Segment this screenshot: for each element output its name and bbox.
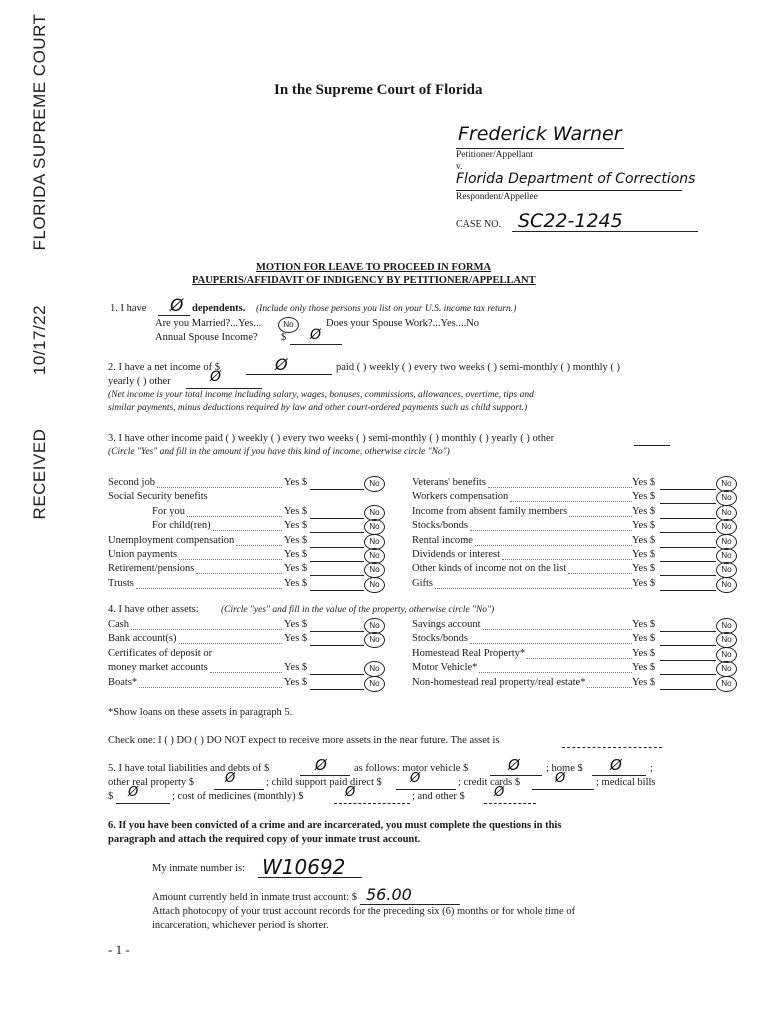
s4-right-row-2-leader	[527, 658, 632, 659]
inmate-number-line	[258, 877, 362, 878]
s3-right-row-3-leader	[470, 530, 632, 531]
s4-right-row-2-amount-line	[660, 660, 716, 661]
s5-motor: Ø	[508, 756, 520, 774]
s4-left-row-3-leader	[210, 672, 282, 673]
s3-right-row-6-amount-line	[660, 575, 716, 576]
s4-left-row-4-label: Boats*	[108, 676, 138, 688]
s3-left-row-3-no-circle: No	[364, 519, 385, 535]
stamp-received: RECEIVED	[30, 428, 49, 520]
s4-left-row-1-leader	[179, 643, 282, 644]
s3-right-row-2-leader	[569, 516, 632, 517]
s3-right-row-4-leader	[475, 545, 632, 546]
s4-asset-line	[562, 747, 662, 748]
s3-right-row-2-no-circle: No	[716, 505, 737, 521]
s4-right-row-2-label: Homestead Real Property*	[412, 647, 526, 659]
trust-amount-line	[360, 904, 460, 905]
s4-right-row-1-amount-line	[660, 645, 716, 646]
s4-left-row-3-yes: Yes $	[284, 662, 308, 674]
s3-left-row-5-leader	[179, 559, 282, 560]
s2-frequency: paid ( ) weekly ( ) every two weeks ( ) semi-monthly ( ) monthly ( )	[336, 362, 621, 373]
s3-left-row-0-no-circle: No	[364, 476, 385, 492]
s5-medical-label: ; medical bills	[596, 777, 656, 788]
s3-right-row-5-yes: Yes $	[632, 549, 656, 560]
spouse-income-value: Ø	[310, 327, 322, 343]
s4-right-row-0-amount-line	[660, 631, 716, 632]
s4-left-row-1-no-circle: No	[364, 632, 385, 648]
s3-right-row-1-no-circle: No	[716, 490, 737, 506]
s4-right-row-3-leader	[479, 672, 632, 673]
s2-note2: similar payments, minus deductions required by law and other court-ordered payments such as child support.)	[108, 403, 528, 413]
s5-credit-line	[532, 789, 594, 790]
s4-right-row-1-leader	[470, 643, 632, 644]
respondent-name: Florida Department of Corrections	[456, 171, 696, 187]
spouse-income-line	[290, 344, 342, 345]
s4-left-row-0-no-circle: No	[364, 618, 385, 634]
s5-child-label: ; child support paid direct $	[266, 777, 382, 788]
s4-right-row-0-yes: Yes $	[632, 619, 656, 630]
s4-right-row-1-yes: Yes $	[632, 633, 656, 645]
respondent-line	[456, 190, 682, 191]
s4-left-row-3-label: money market accounts	[108, 662, 208, 674]
page-number: - 1 -	[108, 942, 130, 957]
s4-left-row-3-no-circle: No	[364, 661, 385, 677]
s2-other-value: Ø	[210, 369, 222, 385]
married-no-circle: No	[278, 317, 299, 333]
s3-right-row-0-leader	[488, 487, 632, 488]
motion-title-line1: MOTION FOR LEAVE TO PROCEED IN FORMA	[256, 262, 492, 273]
s3-left-row-4-label: Unemployment compensation	[108, 534, 235, 546]
s3-left-row-7-no-circle: No	[364, 577, 385, 593]
s1-label: 1. I have	[110, 303, 147, 314]
attach-line2: incarceration, whichever period is shorter.	[152, 920, 329, 931]
s2-yearly: yearly ( ) other	[108, 376, 171, 387]
s4-right-row-0-leader	[483, 629, 632, 630]
stamp-court: FLORIDA SUPREME COURT	[30, 13, 49, 251]
trust-amount-label: Amount currently held in inmate trust account: $	[152, 892, 357, 903]
s3-left-row-6-yes: Yes $	[284, 563, 308, 575]
s4-right-row-2-yes: Yes $	[632, 647, 656, 659]
married-question: Are you Married?...Yes...	[155, 318, 262, 329]
case-number-label: CASE NO.	[456, 219, 502, 230]
s3-left-row-3-yes: Yes $	[284, 520, 308, 532]
s4-right-row-2-no-circle: No	[716, 647, 737, 663]
s2-note1: (Net income is your total income including salary, wages, bonuses, commissions, allowances, overtime, tips and	[108, 390, 534, 400]
s3-right-row-2-amount-line	[660, 518, 716, 519]
dependents-text: dependents.	[192, 303, 246, 314]
s4-label: 4. I have other assets:	[108, 604, 199, 615]
petitioner-name: Frederick Warner	[458, 123, 622, 145]
s4-footnote: *Show loans on these assets in paragraph 5.	[108, 707, 293, 718]
s4-right-row-3-label: Motor Vehicle*	[412, 662, 478, 674]
s4-right-row-4-leader	[587, 687, 632, 688]
s3-left-row-3-amount-line	[310, 532, 364, 533]
s4-right-row-4-yes: Yes $	[632, 676, 656, 688]
petitioner-label: Petitioner/Appellant	[456, 150, 534, 160]
s4-right-row-3-yes: Yes $	[632, 662, 656, 674]
s5-label: 5. I have total liabilities and debts of $	[108, 763, 270, 774]
s3-left-row-0-label: Second job	[108, 477, 155, 488]
s3-left-row-7-label: Trusts	[108, 577, 134, 589]
s3-right-row-0-amount-line	[660, 489, 716, 490]
s4-right-row-0-label: Savings account	[412, 619, 481, 630]
s5-child-line	[396, 789, 456, 790]
s3-left-row-7-yes: Yes $	[284, 577, 308, 589]
s3-right-row-7-yes: Yes $	[632, 577, 656, 589]
s3-left-row-5-label: Union payments	[108, 549, 178, 560]
s4-right-row-1-label: Stocks/bonds	[412, 633, 469, 645]
s4-left-row-0-yes: Yes $	[284, 619, 308, 630]
dependents-value: Ø	[170, 296, 184, 316]
s3-left-row-6-leader	[196, 573, 282, 574]
spouse-income-question: Annual Spouse Income?	[155, 332, 258, 343]
s3-right-row-0-no-circle: No	[716, 476, 737, 492]
spouse-work-question: Does your Spouse Work?...Yes....No	[326, 318, 480, 329]
s3-right-row-0-yes: Yes $	[632, 477, 656, 488]
spouse-income-dollar: $	[281, 332, 287, 343]
inmate-number: W10692	[262, 855, 346, 879]
s3-left-row-6-no-circle: No	[364, 562, 385, 578]
s4-left-row-2-label: Certificates of deposit or	[108, 647, 213, 659]
s3-right-row-5-label: Dividends or interest	[412, 549, 501, 560]
s4-left-row-0-label: Cash	[108, 619, 129, 630]
s4-left-row-0-leader	[131, 629, 282, 630]
s6-line2: paragraph and attach the required copy of your inmate trust account.	[108, 834, 421, 845]
s3-right-row-2-label: Income from absent family members	[412, 505, 568, 517]
s5-medicines-label: ; cost of medicines (monthly) $	[172, 791, 304, 802]
s5-medical: Ø	[128, 785, 139, 800]
s2-other-line	[186, 388, 262, 389]
versus-label: v.	[456, 162, 463, 172]
s5-credit: Ø	[555, 771, 566, 786]
s3-left-row-1-label: Social Security benefits	[108, 491, 208, 503]
s4-right-row-1-no-circle: No	[716, 632, 737, 648]
s5-other: Ø	[494, 785, 505, 800]
s3-right-row-3-no-circle: No	[716, 519, 737, 535]
s5-total-line	[300, 775, 350, 776]
s5-credit-label: ; credit cards $	[458, 777, 521, 788]
petitioner-line	[456, 148, 624, 149]
s3-right-row-6-leader	[568, 573, 632, 574]
s5-home: Ø	[610, 756, 622, 774]
net-income-value: Ø	[275, 355, 288, 374]
dependents-line	[158, 315, 190, 316]
s5-medicines: Ø	[345, 785, 356, 800]
s4-left-row-1-label: Bank account(s)	[108, 633, 177, 645]
attach-line1: Attach photocopy of your trust account records for the preceding six (6) months or for whole time of	[152, 906, 576, 917]
s5-medical-dollar: $	[108, 791, 114, 802]
s3-left-row-5-amount-line	[310, 561, 364, 562]
s5-home-label: ; home $	[546, 763, 583, 774]
s3-right-row-7-label: Gifts	[412, 577, 433, 589]
s3-left-row-3-leader	[213, 530, 282, 531]
s3-right-row-4-amount-line	[660, 547, 716, 548]
s5-total: Ø	[315, 756, 327, 774]
s4-left-row-4-amount-line	[310, 689, 364, 690]
s5-other-line	[484, 803, 536, 804]
s6-line1: 6. If you have been convicted of a crime and are incarcerated, you must complete the questions in this	[108, 820, 562, 831]
s4-note: (Circle "yes" and fill in the value of the property, otherwise circle "No")	[221, 605, 495, 615]
s3-left-row-4-leader	[236, 545, 282, 546]
s3-right-row-1-leader	[510, 501, 632, 502]
s5-child: Ø	[410, 771, 421, 786]
s4-left-row-4-no-circle: No	[364, 676, 385, 692]
s3-left-row-2-no-circle: No	[364, 505, 385, 521]
s3-right-row-1-amount-line	[660, 503, 716, 504]
s3-right-row-5-amount-line	[660, 561, 716, 562]
case-number-line	[512, 231, 698, 232]
s3-left-row-2-label: For you	[152, 505, 185, 517]
s3-right-row-6-no-circle: No	[716, 562, 737, 578]
s4-left-row-1-yes: Yes $	[284, 633, 308, 645]
s4-right-row-4-amount-line	[660, 689, 716, 690]
s5-home-line	[592, 775, 646, 776]
s3-other-line	[634, 445, 670, 446]
s3-right-row-4-label: Rental income	[412, 534, 473, 546]
s3-left-row-6-amount-line	[310, 575, 364, 576]
s3-right-row-0-label: Veterans' benefits	[412, 477, 486, 488]
case-number: SC22-1245	[518, 210, 623, 232]
s3-right-row-5-no-circle: No	[716, 548, 737, 564]
stamp-date: 10/17/22	[30, 304, 49, 376]
s3-left-row-5-no-circle: No	[364, 548, 385, 564]
s5-medicines-line	[334, 803, 410, 804]
respondent-label: Respondent/Appellee	[456, 192, 538, 202]
s4-right-row-4-no-circle: No	[716, 676, 737, 692]
s3-left-row-7-leader	[136, 588, 282, 589]
s3-left-row-2-leader	[187, 516, 282, 517]
s4-right-row-4-label: Non-homestead real property/real estate*	[412, 676, 586, 688]
s4-left-row-3-amount-line	[310, 674, 364, 675]
s4-right-row-3-no-circle: No	[716, 661, 737, 677]
s3-right-row-6-label: Other kinds of income not on the list	[412, 563, 567, 575]
s3-right-row-7-leader	[435, 588, 632, 589]
s3-right-row-1-yes: Yes $	[632, 491, 656, 503]
s3-right-row-3-amount-line	[660, 532, 716, 533]
s4-left-row-4-yes: Yes $	[284, 676, 308, 688]
court-title: In the Supreme Court of Florida	[274, 82, 483, 98]
s3-right-row-4-no-circle: No	[716, 534, 737, 550]
net-income-line	[246, 374, 332, 375]
s3-right-row-7-amount-line	[660, 590, 716, 591]
dependents-note: (Include only those persons you list on your U.S. income tax return.)	[256, 304, 517, 314]
inmate-number-label: My inmate number is:	[152, 863, 246, 874]
s5-motor-line	[490, 775, 542, 776]
s4-right-row-0-no-circle: No	[716, 618, 737, 634]
s3-left-row-0-amount-line	[310, 489, 364, 490]
s3-left-row-2-amount-line	[310, 518, 364, 519]
s3-note: (Circle "Yes" and fill in the amount if you have this kind of income, otherwise circle "No")	[108, 447, 450, 457]
s5-other-real: Ø	[225, 771, 236, 786]
s3-right-row-3-yes: Yes $	[632, 520, 656, 532]
s3-right-row-7-no-circle: No	[716, 577, 737, 593]
s3-left-row-7-amount-line	[310, 590, 364, 591]
s4-left-row-1-amount-line	[310, 645, 364, 646]
s5-medical-line	[116, 803, 170, 804]
s3-right-row-1-label: Workers compensation	[412, 491, 509, 503]
s3-left-row-0-leader	[157, 487, 282, 488]
s5-other-real-label: other real property $	[108, 777, 195, 788]
s2-label: 2. I have a net income of $	[108, 362, 220, 373]
s5-as-follows: as follows: motor vehicle $	[354, 763, 469, 774]
s4-left-row-4-leader	[139, 687, 282, 688]
s3-left-row-6-label: Retirement/pensions	[108, 563, 195, 575]
s3-right-row-3-label: Stocks/bonds	[412, 520, 469, 532]
s3-right-row-4-yes: Yes $	[632, 534, 656, 546]
s3-left-row-5-yes: Yes $	[284, 549, 308, 560]
s4-check: Check one: I ( ) DO ( ) DO NOT expect to receive more assets in the near future. The asset is	[108, 735, 500, 746]
s3-left-row-4-no-circle: No	[364, 534, 385, 550]
s3-left-row-2-yes: Yes $	[284, 505, 308, 517]
s3-right-row-2-yes: Yes $	[632, 505, 656, 517]
s3-left-row-4-amount-line	[310, 547, 364, 548]
s5-semicolon: ;	[650, 763, 653, 774]
s3-right-row-5-leader	[502, 559, 632, 560]
s4-left-row-0-amount-line	[310, 631, 364, 632]
s4-right-row-3-amount-line	[660, 674, 716, 675]
s5-other-label: ; and other $	[412, 791, 465, 802]
s3-label: 3. I have other income paid ( ) weekly ( ) every two weeks ( ) semi-monthly ( ) monthly ( ) yearly ( ) other	[108, 433, 555, 444]
trust-amount: 56.00	[366, 885, 412, 904]
s3-left-row-3-label: For child(ren)	[152, 520, 211, 532]
s3-left-row-4-yes: Yes $	[284, 534, 308, 546]
motion-title-line2: PAUPERIS/AFFIDAVIT OF INDIGENCY BY PETITIONER/APPELLANT	[192, 275, 536, 286]
s3-left-row-0-yes: Yes $	[284, 477, 308, 488]
s5-other-real-line	[214, 789, 264, 790]
s3-right-row-6-yes: Yes $	[632, 563, 656, 575]
